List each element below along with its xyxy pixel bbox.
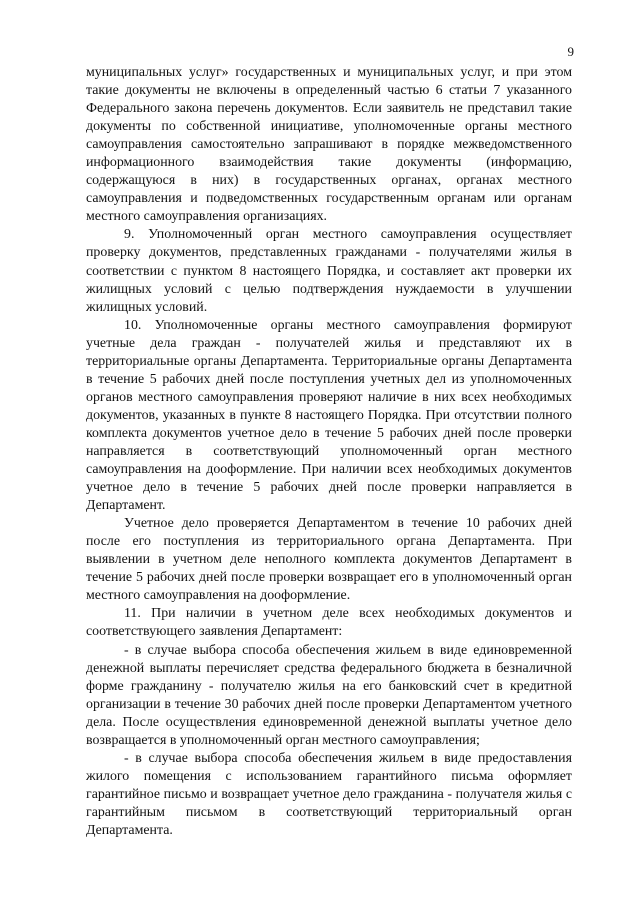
paragraph: 9. Уполномоченный орган местного самоуправления осуществляет проверку документов, представленных гражданами - получателями жилья в соответствии с пунктом 8 настоящего Порядка, и составляет акт проверки их жилищных условий с целью подтверждения нуждаемости в улучшении жилищных условий. — [86, 227, 572, 315]
page-number: 9 — [567, 44, 574, 59]
paragraph: муниципальных услуг» государственных и муниципальных услуг, и при этом такие документы не включены в определенный частью 6 статьи 7 указанного Федерального закона перечень документов. Если заявитель не представил такие документы по собственной инициативе, уполномоченные органы местного самоуправления самостоятельно запрашивают в порядке межведомственного информационного взаимодействия такие документы (информацию, содержащуюся в них) в государственных органах, органах местного самоуправления и подведомственных государственным органам или органам местного самоуправления организациях. — [86, 65, 572, 225]
document-body — [86, 64, 572, 840]
list-item: - в случае выбора способа обеспечения жильем в виде предоставления жилого помещения с использованием гарантийного письма оформляет гарантийное письмо и возвращает учетное дело гражданина - получателя жилья с гарантийным письмом в соответствующий территориальный орган Департамента. — [86, 750, 572, 838]
paragraph: 11. При наличии в учетном деле всех необходимых документов и соответствующего заявления Департамент: — [86, 606, 572, 640]
paragraph: 10. Уполномоченные органы местного самоуправления формируют учетные дела граждан - получателей жилья и представляют их в территориальные органы Департамента. Территориальные органы Департамента в течение 5 рабочих дней после поступления учетных дел из уполномоченных органов местного самоуправления проверяют наличие в них всех необходимых документов, указанных в пункте 8 настоящего Порядка. При отсутствии полного комплекта документов учетное дело в течение 5 рабочих дней после проверки направляется в соответствующий уполномоченный орган местного самоуправления на дооформление. При наличии всех необходимых документов учетное дело в течение 5 рабочих дней после проверки направляется в Департамент. — [86, 317, 572, 514]
list-item: - в случае выбора способа обеспечения жильем в виде единовременной денежной выплаты перечисляет средства федерального бюджета в безналичной форме гражданину - получателю жилья на его банковский счет в кредитной организации в течение 30 рабочих дней после проверки Департаментом учетного дела. После осуществления единовременной денежной выплаты учетное дело возвращается в уполномоченный орган местного самоуправления; — [86, 642, 572, 748]
paragraph: Учетное дело проверяется Департаментом в течение 10 рабочих дней после его поступления из территориального органа Департамента. При выявлении в учетном деле неполного комплекта документов Департамент в течение 5 рабочих дней после проверки возвращает его в уполномоченный орган местного самоуправления на дооформление. — [86, 516, 572, 604]
